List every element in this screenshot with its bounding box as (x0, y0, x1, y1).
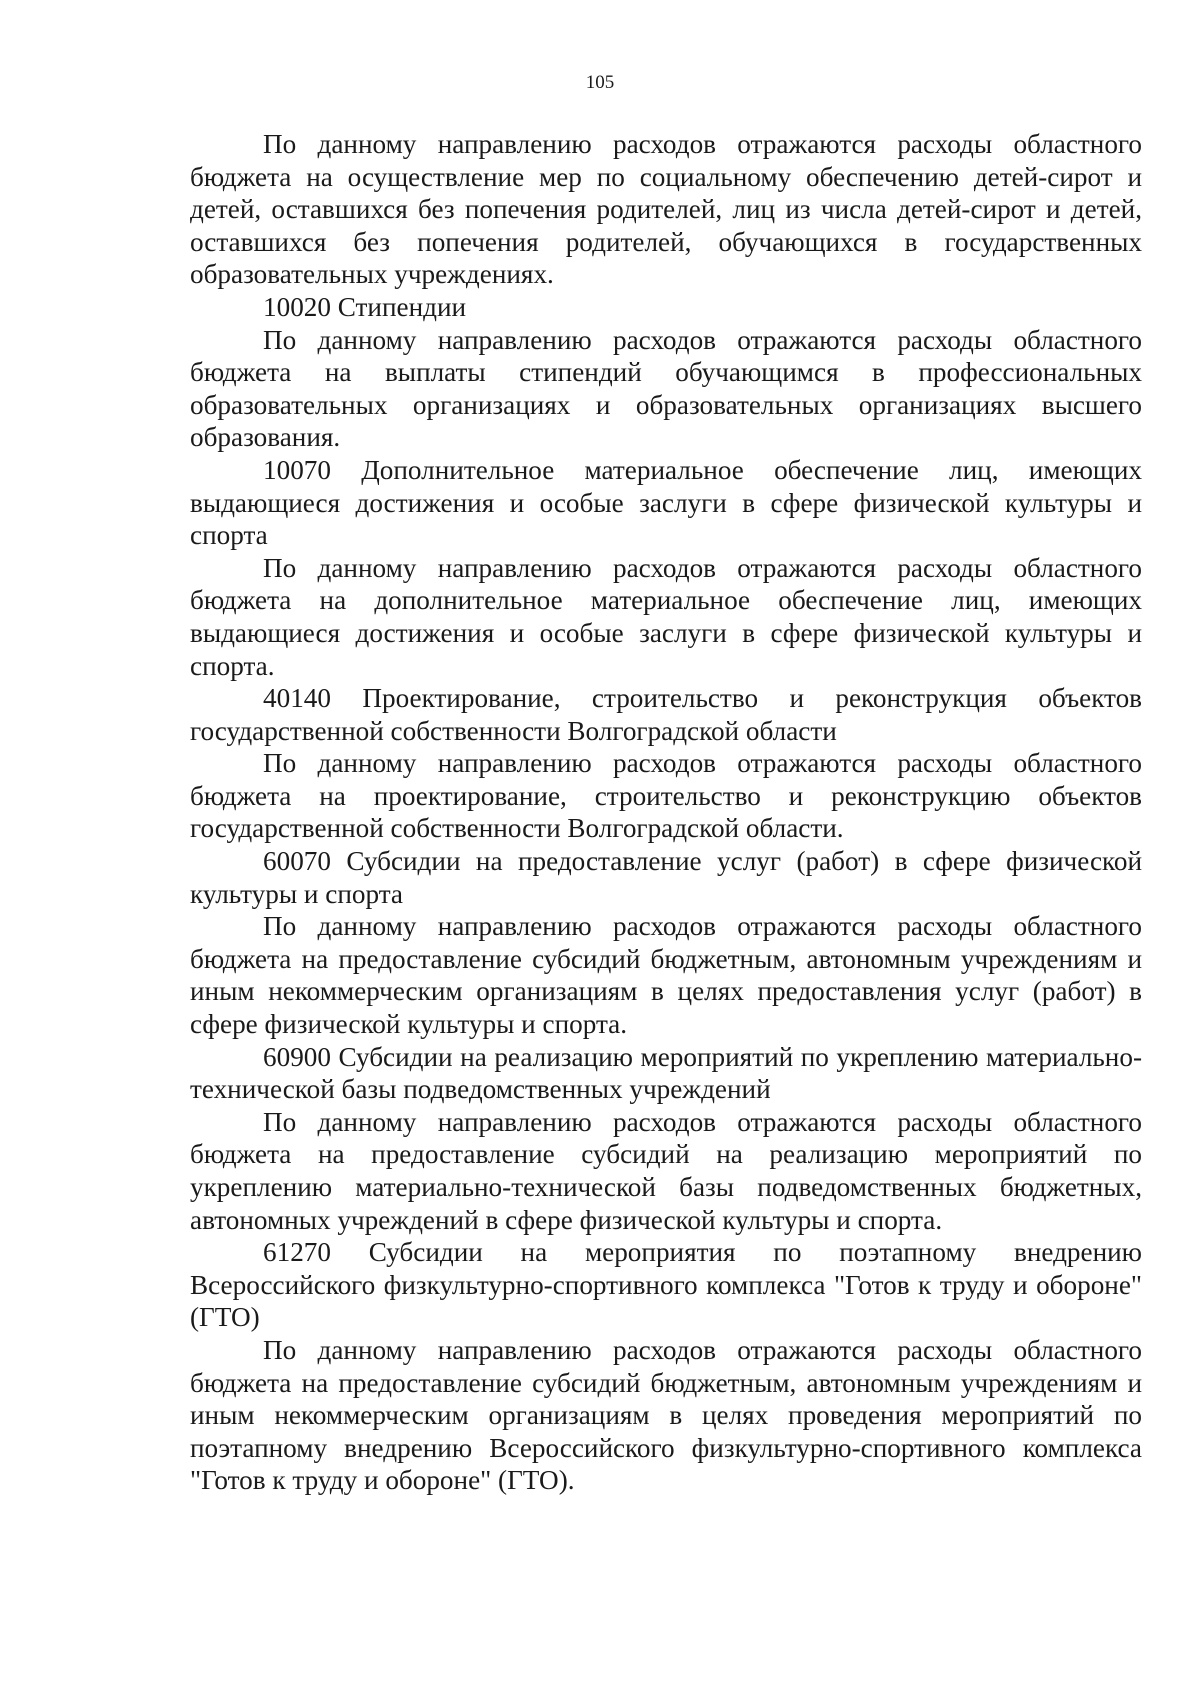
page-number: 105 (585, 72, 615, 93)
paragraph: По данному направлению расходов отражаются расходы областного бюджета на выплаты стипендий обучающимся в профессиональных образовательных организациях и образовательных организациях высшего образования. (190, 324, 1142, 453)
section-heading: 10070 Дополнительное материальное обеспечение лиц, имеющих выдающиеся достижения и особые заслуги в сфере физической культуры и спорта (190, 454, 1142, 551)
section-heading: 40140 Проектирование, строительство и реконструкция объектов государственной собственности Волгоградской области (190, 683, 1142, 746)
paragraph: По данному направлению расходов отражаются расходы областного бюджета на дополнительное материальное обеспечение лиц, имеющих выдающиеся достижения и особые заслуги в сфере физической культуры и спорта. (190, 552, 1142, 681)
paragraph: По данному направлению расходов отражаются расходы областного бюджета на предоставление субсидий на реализацию мероприятий по укреплению материально-технической базы подведомственных бюджетных, автономных учреждений в сфере физической культуры и спорта. (190, 1106, 1142, 1235)
paragraph: По данному направлению расходов отражаются расходы областного бюджета на предоставление субсидий бюджетным, автономным учреждениям и иным некоммерческим организациям в целях проведения мероприятий по поэтапному внедрению Всероссийского физкультурно-спортивного комплекса "Готов к труду и обороне" (ГТО). (190, 1334, 1142, 1496)
section-heading: 60900 Субсидии на реализацию мероприятий по укреплению материально-технической базы подведомственных учреждений (190, 1041, 1142, 1105)
paragraph: По данному направлению расходов отражаются расходы областного бюджета на осуществление мер по социальному обеспечению детей-сирот и детей, оставшихся без попечения родителей, лиц из числа детей-сирот и детей, оставшихся без попечения родителей, обучающихся в государственных образовательных учреждениях. (190, 129, 1142, 290)
paragraph: По данному направлению расходов отражаются расходы областного бюджета на предоставление субсидий бюджетным, автономным учреждениям и иным некоммерческим организациям в целях предоставления услуг (работ) в сфере физической культуры и спорта. (190, 911, 1142, 1040)
section-heading: 10020 Стипендии (263, 291, 467, 322)
document-body (190, 128, 1142, 1497)
paragraph: По данному направлению расходов отражаются расходы областного бюджета на проектирование, строительство и реконструкцию объектов государственной собственности Волгоградской области. (190, 748, 1142, 844)
section-heading: 61270 Субсидии на мероприятия по поэтапному внедрению Всероссийского физкультурно-спортивного комплекса "Готов к труду и обороне" (ГТО) (190, 1237, 1142, 1333)
section-heading: 60070 Субсидии на предоставление услуг (работ) в сфере физической культуры и спорта (190, 846, 1142, 909)
